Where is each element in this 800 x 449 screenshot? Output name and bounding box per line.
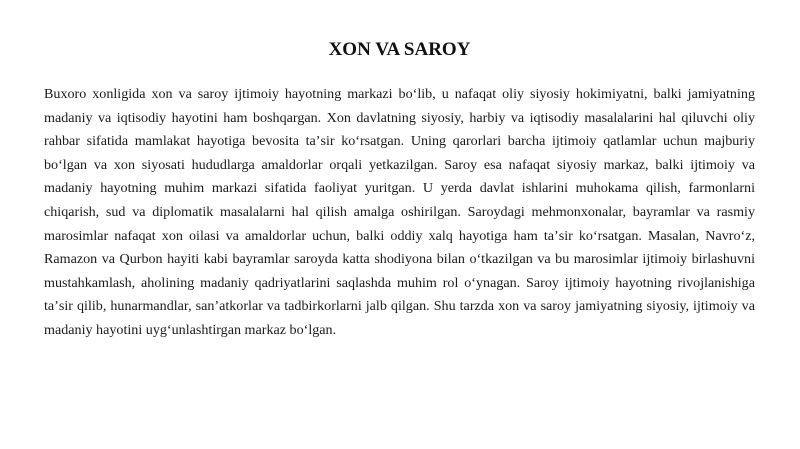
document-title: XON VA SAROY [328, 39, 471, 60]
body-paragraph: Buxoro xonligida xon va saroy ijtimoiy hayotning markazi boʻlib, u nafaqat oliy siyosiy hokimiyatni, balki jamiyatning madaniy va iqtisodiy hayotini ham boshqargan. Xon davlatning siyosiy, harbiy va iqtisodiy masalalarini hal qiluvchi oliy rahbar sifatida mamlakat hayotiga bevosita taʼsir koʻrsatgan. Uning qarorlari barcha ijtimoiy qatlamlar uchun majburiy boʻlgan va xon siyosati hududlarga amaldorlar orqali yetkazilgan. Saroy esa nafaqat siyosiy markaz, balki ijtimoiy va madaniy hayotning muhim markazi sifatida faoliyat yuritgan. U yerda davlat ishlarini muhokama qilish, farmonlarni chiqarish, sud va diplomatik masalalarni hal qilish amalga oshirilgan. Saroydagi mehmonxonalar, bayramlar va rasmiy marosimlar nafaqat xon oilasi va amaldorlar uchun, balki oddiy xalq hayotiga ham taʼsir koʻrsatgan. Masalan, Navroʻz, Ramazon va Qurbon hayiti kabi bayramlar saroyda katta shodiyona bilan oʻtkazilgan va bu marosimlar ijtimoiy birlashuvni mustahkamlash, aholining madaniy qadriyatlarini saqlashda muhim rol oʻynagan. Saroy ijtimoiy hayotning rivojlanishiga taʼsir qilib, hunarmandlar, sanʼatkorlar va tadbirkorlarni jalb qilgan. Shu tarzda xon va saroy jamiyatning siyosiy, ijtimoiy va madaniy hayotini uygʻunlashtirgan markaz boʻlgan. [44, 86, 755, 338]
